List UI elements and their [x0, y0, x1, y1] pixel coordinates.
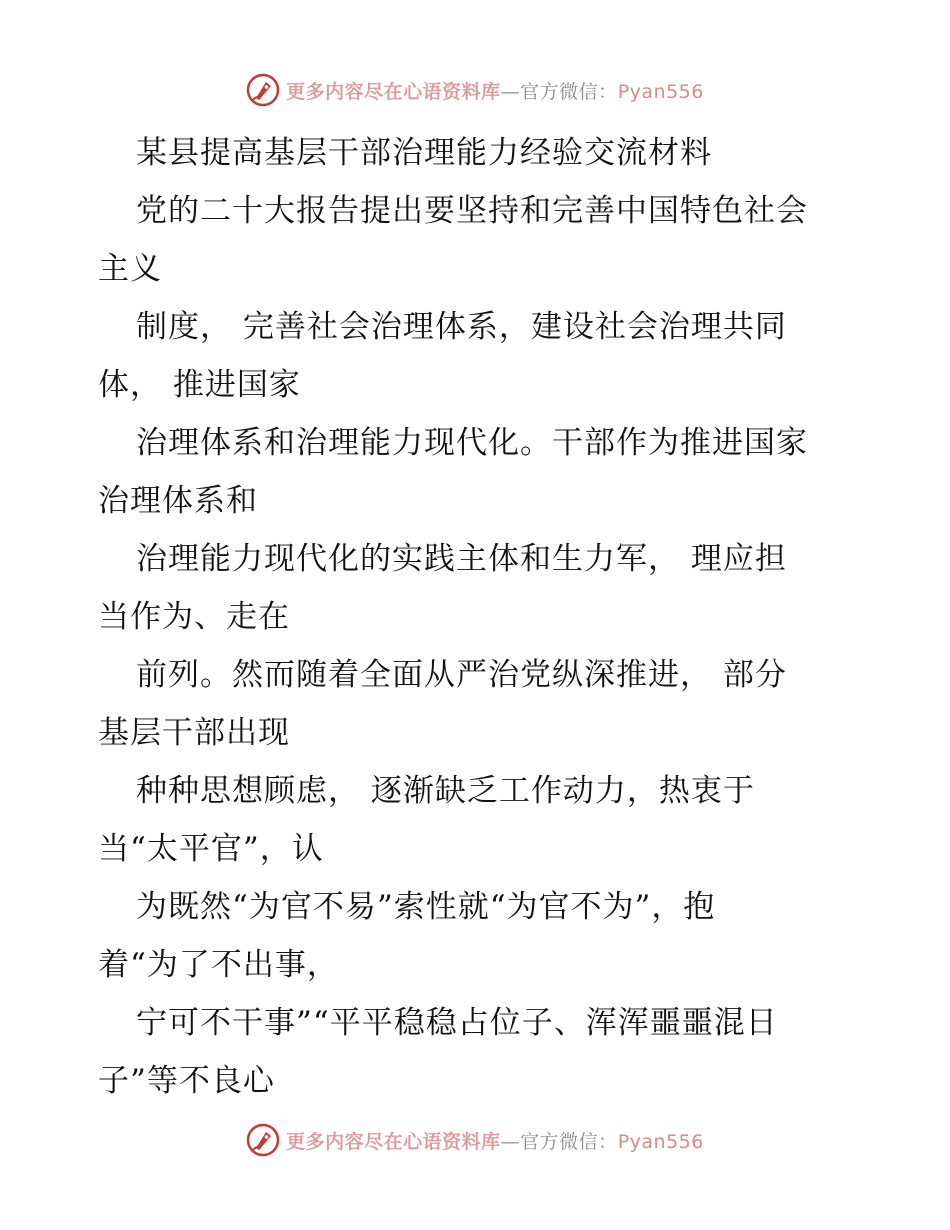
pen-nib-logo-icon: [246, 73, 280, 107]
text-line: 子”等不良心: [98, 1063, 275, 1099]
watermark-wechat-label: 官方微信：: [520, 1130, 618, 1153]
text-line: 基层干部出现: [98, 715, 290, 751]
pen-nib-logo-icon: [246, 1123, 280, 1157]
watermark-dash: —: [500, 80, 521, 103]
watermark-wechat-label: 官方微信：: [520, 80, 618, 103]
text-line: 为既然“为官不易”索性就“为官不为”，抱: [136, 889, 716, 925]
text-line: 当“太平官”，认: [98, 831, 324, 867]
watermark-main-text: 更多内容尽在心语资料库: [286, 1130, 501, 1153]
watermark-footer: [0, 1120, 950, 1160]
text-line: 治理体系和治理能力现代化。干部作为推进国家: [136, 425, 808, 461]
text-line: 前列。然而随着全面从严治党纵深推进， 部分: [136, 657, 787, 693]
watermark-main-text: 更多内容尽在心语资料库: [286, 80, 501, 103]
watermark-header: [0, 70, 950, 110]
watermark-text: [286, 1127, 704, 1154]
watermark-wechat-id: Pyan556: [617, 1130, 704, 1153]
text-line: 主义: [98, 251, 162, 287]
text-line: 治理能力现代化的实践主体和生力军， 理应担: [136, 541, 787, 577]
text-line: 制度， 完善社会治理体系，建设社会治理共同: [136, 309, 787, 345]
text-line: 当作为、走在: [98, 599, 290, 635]
watermark-dash: —: [500, 1130, 521, 1153]
document-title: 某县提高基层干部治理能力经验交流材料: [136, 135, 712, 171]
text-line: 宁可不干事”“平平稳稳占位子、浑浑噩噩混日: [136, 1005, 778, 1041]
watermark-text: [286, 77, 704, 104]
text-line: 党的二十大报告提出要坚持和完善中国特色社会: [136, 193, 808, 229]
text-line: 种种思想顾虑， 逐渐缺乏工作动力，热衷于: [136, 773, 755, 809]
text-line: 着“为了不出事，: [98, 947, 339, 983]
watermark-wechat-id: Pyan556: [617, 80, 704, 103]
text-line: 治理体系和: [98, 483, 258, 519]
document-body: [98, 124, 858, 1110]
text-line: 体， 推进国家: [98, 367, 301, 403]
